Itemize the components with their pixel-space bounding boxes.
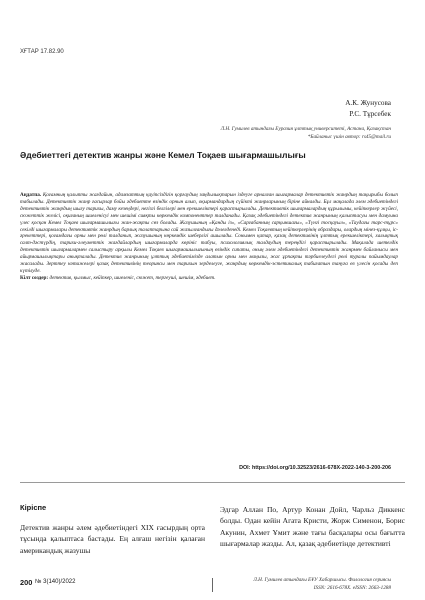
abstract-label: Аңдатпа. [20, 192, 42, 198]
issn: ISSN: 2616-678X. eISSN: 2663-1288 [313, 584, 391, 591]
abstract-text: Қоғамның қалыпты жағдайын, адамзаттың қауіпсіздігін қорғаудың заңдылықтарын іздеуге арналған шығармалар детективтік жанрдың тақырыбы болып табылады. Детективтік жанр ғасырлар бойы әдебиетте өзіндік орнын алып, оқырмандардың сүйікті жанрларының біріне айналды. Бұл мақалада әлем әдебиетіндегі детективтік жанрдың шығу тарихы, даму кезеңдері, негізгі белгілері мен ерекшеліктері қарастырылады. Детективтік шығармалардың құрылымы, кейіпкерлер жүйесі, сюжеттік желісі, оқиғаның шиеленісуі мен шешімі сияқты көркемдік компоненттер талданады. Қазақ әдебиетіндегі детектив жанрының қалыптасуы мен дамуына үлес қосқан Кемел Тоқаев шығармашылығы жан-жақты сөз болады. Жазушының «Қанды із», «Сарғабанның сарқыншағы», «Түнгі тосқауыл», «Таудағы тарс-тұрс» секілді шығармалары детективтік жанрдың барлық талаптарына сай жазылғандығы дәлелденеді. Кемел Тоқаевтың кейіпкерлерінің образдары, олардың мінез-құлқы, іс-әрекеттері, қоғамдағы орны мен рөлі талданып, жазушының көркемдік шеберлігі ашылады. Сонымен қатар, қазақ детективінің ұлттық ерекшеліктері, халықтық салт-дәстүрдің, тарихи-әлеуметтік жағдайлардың шығармаларда көрініс табуы, психологиялық талдаудың тереңдігі қарастырылады. Мақалада шетелдік детективтік шығармалармен салыстыру арқылы Кемел Тоқаев шығармашылығының өзіндік сипаты, оның әлем әдебиетіндегі детективтік жанрмен байланысы мен айырмашылықтары анықталады. Детектив жанрының ұлттық әдебиетімізде алатын орны мен маңызы, жас ұрпақты тәрбиелеудегі рөлі туралы пайымдаулар жасалады. Зерттеу нәтижелері қазақ детективінің теориясы мен тарихын зерделеуге, жанрдың көркемдік-эстетикалық табиғатын тануға өз үлесін қосады деп күтілуде. [20, 192, 398, 274]
keywords-text: детектив, қылмыс, кейіпкер, шиеленіс, сюжет, тергеуші, шешім, әдебиет. [49, 274, 216, 281]
footer-divider [212, 578, 213, 592]
intro-column-right: Эдгар Аллан По, Артур Конан Дойл, Чарльз Диккенс болды. Одан кейін Агата Кристи, Жорж Сименон, Борис Акунин, Ахмет Ұмит және тағы басқалары осы бағытта шығармалар жазды. Ал, қазақ әдебиетінде детективті [220, 505, 405, 548]
author-list [345, 98, 391, 120]
keywords-label: Кілт сөздер: [20, 274, 49, 281]
correspondence-email: *Байланыс үшін автор: rs45@mail.ru [307, 133, 391, 140]
issue-number: № 3(140)/2022 [35, 579, 76, 585]
section-heading: Кіріспе [20, 503, 47, 512]
author-name: Р.С. Тұрсебек [349, 110, 391, 118]
paper-title: Әдебиеттегі детектив жанры және Кемел Тоқаев шығармашылығы [20, 150, 306, 160]
abstract-block [20, 192, 398, 456]
journal-info [253, 577, 391, 592]
affiliation: Л.Н. Гумилев атындағы Еуразия ұлттық университеті, Астана, Қазақстан [220, 126, 391, 132]
journal-name: Л.Н. Гумилев атындағы ЕҰУ Хабаршысы. Филология сериясы [253, 577, 391, 583]
page-number: 200 [20, 578, 33, 587]
affiliation-block [221, 126, 391, 141]
section-divider [20, 482, 405, 483]
author-name: А.К. Жунусова [345, 99, 391, 107]
doi-link[interactable]: DOI: https://doi.org/10.32523/2616-678X-2022-140-3-200-206 [239, 465, 391, 471]
irsti-code: ХҒТАР 17.82.90 [20, 49, 64, 55]
intro-column-left: Детектив жанры әлем әдебиетіндегі XIX ғасырдың орта тұсында қалыптаса бастады. Ең алғаш негізін қалаған американдық жазушы [20, 523, 205, 555]
